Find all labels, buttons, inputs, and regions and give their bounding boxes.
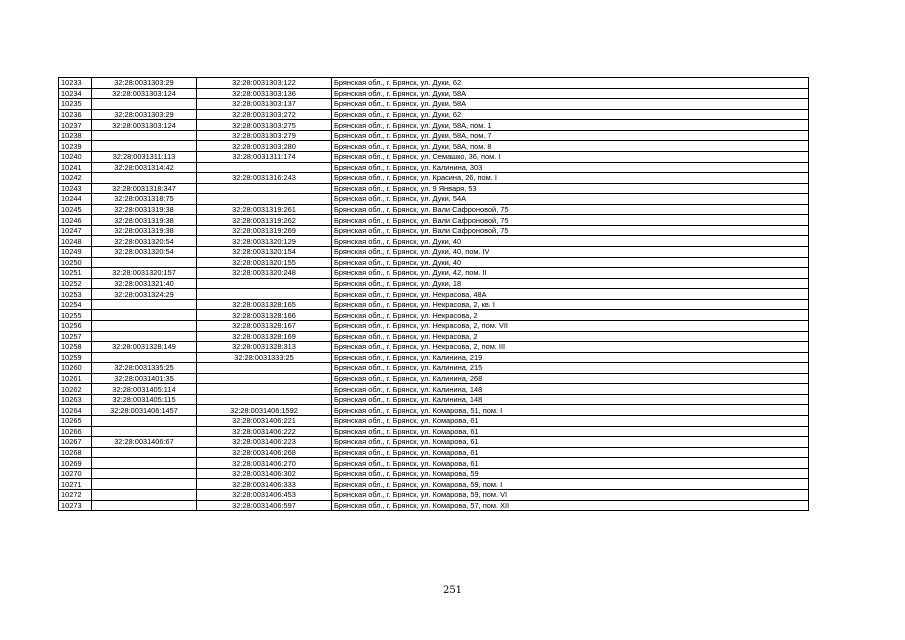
row-number-cell: 10238	[59, 130, 92, 141]
row-number-cell: 10239	[59, 141, 92, 152]
row-number-cell: 10266	[59, 426, 92, 437]
new-cadastral-number-cell: 32:28:0031406:453	[197, 489, 332, 500]
address-cell: Брянская обл., г. Брянск, ул. Дуки, 18	[332, 278, 809, 289]
row-number-cell: 10237	[59, 120, 92, 131]
row-number-cell: 10242	[59, 173, 92, 184]
address-cell: Брянская обл., г. Брянск, ул. Комарова, 51, пом. I	[332, 405, 809, 416]
table-row	[59, 183, 809, 194]
old-cadastral-number-cell: 32:28:0031406:67	[92, 437, 197, 448]
address-cell: Брянская обл., г. Брянск, ул. Комарова, 61	[332, 447, 809, 458]
page-number: 251	[442, 585, 463, 596]
address-cell: Брянская обл., г. Брянск, ул. Некрасова, 2	[332, 310, 809, 321]
address-cell: Брянская обл., г. Брянск, ул. Дуки, 58А	[332, 88, 809, 99]
address-cell: Брянская обл., г. Брянск, ул. Дуки, 62	[332, 78, 809, 89]
table-row	[59, 342, 809, 353]
table-row	[59, 458, 809, 469]
address-cell: Брянская обл., г. Брянск, ул. Дуки, 40, пом. IV	[332, 247, 809, 258]
new-cadastral-number-cell: 32:28:0031406:222	[197, 426, 332, 437]
table-row	[59, 120, 809, 131]
new-cadastral-number-cell: 32:28:0031303:122	[197, 78, 332, 89]
old-cadastral-number-cell	[92, 479, 197, 490]
address-cell: Брянская обл., г. Брянск, ул. Комарова, 61	[332, 437, 809, 448]
old-cadastral-number-cell: 32:28:0031303:29	[92, 109, 197, 120]
table-row	[59, 99, 809, 110]
new-cadastral-number-cell: 32:28:0031406:221	[197, 416, 332, 427]
row-number-cell: 10258	[59, 342, 92, 353]
address-cell: Брянская обл., г. Брянск, ул. Дуки, 42, пом. II	[332, 268, 809, 279]
row-number-cell: 10273	[59, 500, 92, 511]
row-number-cell: 10271	[59, 479, 92, 490]
new-cadastral-number-cell: 32:28:0031406:270	[197, 458, 332, 469]
new-cadastral-number-cell	[197, 394, 332, 405]
old-cadastral-number-cell: 32:28:0031328:149	[92, 342, 197, 353]
old-cadastral-number-cell	[92, 458, 197, 469]
new-cadastral-number-cell: 32:28:0031316:243	[197, 173, 332, 184]
new-cadastral-number-cell: 32:28:0031328:165	[197, 299, 332, 310]
address-cell: Брянская обл., г. Брянск, ул. Дуки, 58А, пом. 8	[332, 141, 809, 152]
old-cadastral-number-cell: 32:28:0031405:115	[92, 394, 197, 405]
old-cadastral-number-cell: 32:28:0031319:38	[92, 225, 197, 236]
old-cadastral-number-cell	[92, 257, 197, 268]
row-number-cell: 10252	[59, 278, 92, 289]
address-cell: Брянская обл., г. Брянск, ул. Комарова, 61	[332, 416, 809, 427]
old-cadastral-number-cell: 32:28:0031335:25	[92, 363, 197, 374]
address-cell: Брянская обл., г. Брянск, ул. Вали Сафроновой, 75	[332, 204, 809, 215]
old-cadastral-number-cell: 32:28:0031401:35	[92, 373, 197, 384]
new-cadastral-number-cell: 32:28:0031320:248	[197, 268, 332, 279]
new-cadastral-number-cell: 32:28:0031320:154	[197, 247, 332, 258]
table-row	[59, 479, 809, 490]
row-number-cell: 10254	[59, 299, 92, 310]
new-cadastral-number-cell: 32:28:0031328:169	[197, 331, 332, 342]
address-cell: Брянская обл., г. Брянск, ул. 9 Января, 53	[332, 183, 809, 194]
new-cadastral-number-cell: 32:28:0031328:313	[197, 342, 332, 353]
address-cell: Брянская обл., г. Брянск, ул. Дуки, 54А	[332, 194, 809, 205]
old-cadastral-number-cell	[92, 426, 197, 437]
address-cell: Брянская обл., г. Брянск, ул. Комарова, 59, пом. VI	[332, 489, 809, 500]
new-cadastral-number-cell: 32:28:0031303:275	[197, 120, 332, 131]
row-number-cell: 10267	[59, 437, 92, 448]
new-cadastral-number-cell: 32:28:0031406:333	[197, 479, 332, 490]
old-cadastral-number-cell	[92, 447, 197, 458]
table-row	[59, 109, 809, 120]
table-row	[59, 394, 809, 405]
new-cadastral-number-cell: 32:28:0031328:167	[197, 320, 332, 331]
new-cadastral-number-cell: 32:28:0031303:272	[197, 109, 332, 120]
row-number-cell: 10269	[59, 458, 92, 469]
table-row	[59, 352, 809, 363]
row-number-cell: 10243	[59, 183, 92, 194]
new-cadastral-number-cell	[197, 278, 332, 289]
old-cadastral-number-cell	[92, 352, 197, 363]
address-cell: Брянская обл., г. Брянск, ул. Некрасова, 2, пом. VII	[332, 320, 809, 331]
row-number-cell: 10264	[59, 405, 92, 416]
table-row	[59, 299, 809, 310]
table-row	[59, 289, 809, 300]
old-cadastral-number-cell: 32:28:0031319:38	[92, 204, 197, 215]
old-cadastral-number-cell: 32:28:0031406:1457	[92, 405, 197, 416]
old-cadastral-number-cell: 32:28:0031324:29	[92, 289, 197, 300]
row-number-cell: 10255	[59, 310, 92, 321]
row-number-cell: 10245	[59, 204, 92, 215]
table-row	[59, 215, 809, 226]
row-number-cell: 10233	[59, 78, 92, 89]
table-row	[59, 426, 809, 437]
new-cadastral-number-cell: 32:28:0031406:223	[197, 437, 332, 448]
table-row	[59, 257, 809, 268]
row-number-cell: 10262	[59, 384, 92, 395]
table-row	[59, 310, 809, 321]
table-row	[59, 437, 809, 448]
row-number-cell: 10259	[59, 352, 92, 363]
table-row	[59, 130, 809, 141]
row-number-cell: 10244	[59, 194, 92, 205]
table-row	[59, 447, 809, 458]
address-cell: Брянская обл., г. Брянск, ул. Некрасова, 2, кв. I	[332, 299, 809, 310]
new-cadastral-number-cell: 32:28:0031303:279	[197, 130, 332, 141]
address-cell: Брянская обл., г. Брянск, ул. Некрасова, 48А	[332, 289, 809, 300]
old-cadastral-number-cell	[92, 310, 197, 321]
new-cadastral-number-cell: 32:28:0031303:137	[197, 99, 332, 110]
row-number-cell: 10256	[59, 320, 92, 331]
new-cadastral-number-cell	[197, 363, 332, 374]
table-row	[59, 78, 809, 89]
old-cadastral-number-cell: 32:28:0031320:54	[92, 236, 197, 247]
row-number-cell: 10261	[59, 373, 92, 384]
old-cadastral-number-cell: 32:28:0031405:114	[92, 384, 197, 395]
new-cadastral-number-cell: 32:28:0031319:262	[197, 215, 332, 226]
new-cadastral-number-cell	[197, 384, 332, 395]
old-cadastral-number-cell	[92, 468, 197, 479]
row-number-cell: 10253	[59, 289, 92, 300]
address-cell: Брянская обл., г. Брянск, ул. Комарова, 57, пом. XII	[332, 500, 809, 511]
table-row	[59, 278, 809, 289]
row-number-cell: 10270	[59, 468, 92, 479]
row-number-cell: 10272	[59, 489, 92, 500]
old-cadastral-number-cell	[92, 130, 197, 141]
old-cadastral-number-cell	[92, 331, 197, 342]
new-cadastral-number-cell	[197, 162, 332, 173]
old-cadastral-number-cell	[92, 489, 197, 500]
old-cadastral-number-cell: 32:28:0031321:40	[92, 278, 197, 289]
address-cell: Брянская обл., г. Брянск, ул. Дуки, 58А, пом. 1	[332, 120, 809, 131]
address-cell: Брянская обл., г. Брянск, ул. Комарова, 61	[332, 426, 809, 437]
new-cadastral-number-cell	[197, 289, 332, 300]
row-number-cell: 10247	[59, 225, 92, 236]
address-cell: Брянская обл., г. Брянск, ул. Вали Сафроновой, 75	[332, 225, 809, 236]
registry-table	[58, 77, 809, 511]
address-cell: Брянская обл., г. Брянск, ул. Калинина, 148	[332, 394, 809, 405]
old-cadastral-number-cell	[92, 416, 197, 427]
table-row	[59, 405, 809, 416]
row-number-cell: 10260	[59, 363, 92, 374]
row-number-cell: 10241	[59, 162, 92, 173]
table-row	[59, 151, 809, 162]
address-cell: Брянская обл., г. Брянск, ул. Комарова, 61	[332, 458, 809, 469]
row-number-cell: 10236	[59, 109, 92, 120]
address-cell: Брянская обл., г. Брянск, ул. Дуки, 40	[332, 236, 809, 247]
address-cell: Брянская обл., г. Брянск, ул. Дуки, 58А, пом. 7	[332, 130, 809, 141]
table-row	[59, 384, 809, 395]
old-cadastral-number-cell	[92, 500, 197, 511]
old-cadastral-number-cell: 32:28:0031303:124	[92, 88, 197, 99]
address-cell: Брянская обл., г. Брянск, ул. Дуки, 40	[332, 257, 809, 268]
table-row	[59, 500, 809, 511]
address-cell: Брянская обл., г. Брянск, ул. Калинина, 268	[332, 373, 809, 384]
table-row	[59, 468, 809, 479]
old-cadastral-number-cell: 32:28:0031318:347	[92, 183, 197, 194]
row-number-cell: 10248	[59, 236, 92, 247]
address-cell: Брянская обл., г. Брянск, ул. Некрасова, 2, пом. III	[332, 342, 809, 353]
table-row	[59, 236, 809, 247]
old-cadastral-number-cell: 32:28:0031303:124	[92, 120, 197, 131]
new-cadastral-number-cell: 32:28:0031320:155	[197, 257, 332, 268]
old-cadastral-number-cell: 32:28:0031319:38	[92, 215, 197, 226]
old-cadastral-number-cell	[92, 320, 197, 331]
old-cadastral-number-cell: 32:28:0031320:157	[92, 268, 197, 279]
table-row	[59, 225, 809, 236]
address-cell: Брянская обл., г. Брянск, ул. Калинина, 303	[332, 162, 809, 173]
old-cadastral-number-cell: 32:28:0031311:113	[92, 151, 197, 162]
new-cadastral-number-cell: 32:28:0031406:302	[197, 468, 332, 479]
table-row	[59, 194, 809, 205]
new-cadastral-number-cell: 32:28:0031333:25	[197, 352, 332, 363]
old-cadastral-number-cell	[92, 299, 197, 310]
registry-table-body	[59, 78, 809, 511]
row-number-cell: 10265	[59, 416, 92, 427]
table-row	[59, 331, 809, 342]
table-row	[59, 363, 809, 374]
row-number-cell: 10240	[59, 151, 92, 162]
new-cadastral-number-cell: 32:28:0031303:280	[197, 141, 332, 152]
row-number-cell: 10250	[59, 257, 92, 268]
address-cell: Брянская обл., г. Брянск, ул. Красина, 26, пом. I	[332, 173, 809, 184]
new-cadastral-number-cell: 32:28:0031319:261	[197, 204, 332, 215]
row-number-cell: 10268	[59, 447, 92, 458]
new-cadastral-number-cell: 32:28:0031406:1592	[197, 405, 332, 416]
new-cadastral-number-cell	[197, 373, 332, 384]
new-cadastral-number-cell: 32:28:0031328:166	[197, 310, 332, 321]
address-cell: Брянская обл., г. Брянск, ул. Некрасова, 2	[332, 331, 809, 342]
address-cell: Брянская обл., г. Брянск, ул. Комарова, 59, пом. I	[332, 479, 809, 490]
old-cadastral-number-cell: 32:28:0031314:42	[92, 162, 197, 173]
row-number-cell: 10249	[59, 247, 92, 258]
table-row	[59, 88, 809, 99]
new-cadastral-number-cell: 32:28:0031320:129	[197, 236, 332, 247]
row-number-cell: 10235	[59, 99, 92, 110]
old-cadastral-number-cell: 32:28:0031318:75	[92, 194, 197, 205]
new-cadastral-number-cell: 32:28:0031406:268	[197, 447, 332, 458]
table-row	[59, 489, 809, 500]
address-cell: Брянская обл., г. Брянск, ул. Дуки, 62	[332, 109, 809, 120]
table-row	[59, 141, 809, 152]
table-row	[59, 173, 809, 184]
table-row	[59, 320, 809, 331]
table-row	[59, 268, 809, 279]
new-cadastral-number-cell: 32:28:0031311:174	[197, 151, 332, 162]
old-cadastral-number-cell: 32:28:0031320:54	[92, 247, 197, 258]
address-cell: Брянская обл., г. Брянск, ул. Вали Сафроновой, 75	[332, 215, 809, 226]
address-cell: Брянская обл., г. Брянск, ул. Дуки, 58А	[332, 99, 809, 110]
old-cadastral-number-cell: 32:28:0031303:29	[92, 78, 197, 89]
new-cadastral-number-cell	[197, 194, 332, 205]
table-row	[59, 416, 809, 427]
row-number-cell: 10263	[59, 394, 92, 405]
old-cadastral-number-cell	[92, 99, 197, 110]
address-cell: Брянская обл., г. Брянск, ул. Калинина, 148	[332, 384, 809, 395]
old-cadastral-number-cell	[92, 141, 197, 152]
address-cell: Брянская обл., г. Брянск, ул. Комарова, 59	[332, 468, 809, 479]
row-number-cell: 10257	[59, 331, 92, 342]
new-cadastral-number-cell	[197, 183, 332, 194]
table-row	[59, 247, 809, 258]
address-cell: Брянская обл., г. Брянск, ул. Калинина, 215	[332, 363, 809, 374]
address-cell: Брянская обл., г. Брянск, ул. Калинина, 219	[332, 352, 809, 363]
row-number-cell: 10234	[59, 88, 92, 99]
new-cadastral-number-cell: 32:28:0031319:269	[197, 225, 332, 236]
new-cadastral-number-cell: 32:28:0031406:597	[197, 500, 332, 511]
table-row	[59, 204, 809, 215]
old-cadastral-number-cell	[92, 173, 197, 184]
table-row	[59, 162, 809, 173]
table-row	[59, 373, 809, 384]
row-number-cell: 10246	[59, 215, 92, 226]
new-cadastral-number-cell: 32:28:0031303:136	[197, 88, 332, 99]
row-number-cell: 10251	[59, 268, 92, 279]
address-cell: Брянская обл., г. Брянск, ул. Семашко, 36, пом. I	[332, 151, 809, 162]
